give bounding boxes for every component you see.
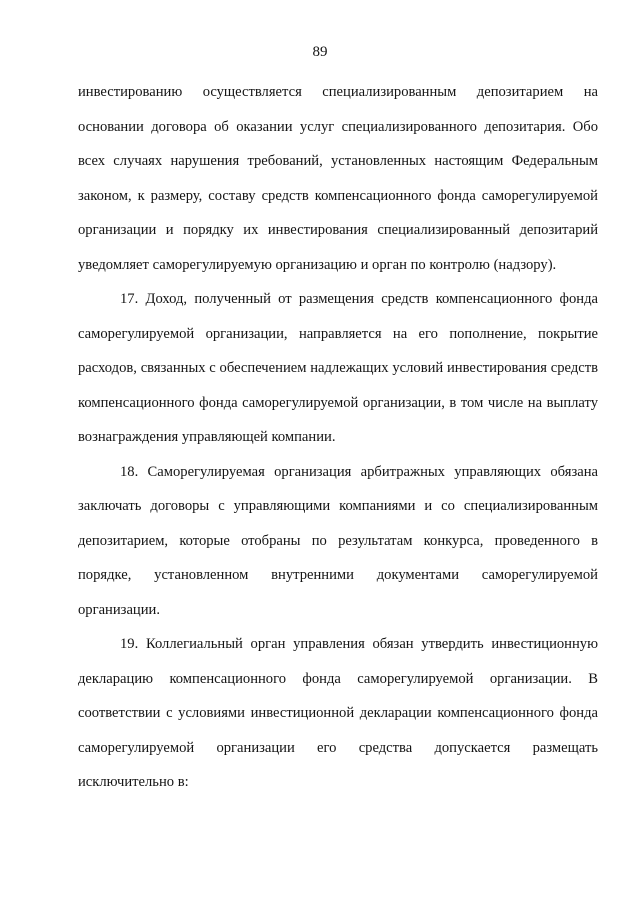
document-body	[78, 75, 598, 800]
paragraph-continuation: инвестированию осуществляется специализированным депозитарием на основании договора об оказании услуг специализированного депозитария. Обо всех случаях нарушения требований, установленных настоящим Федеральным законом, к размеру, составу средств компенсационного фонда саморегулируемой организации и порядку их инвестирования специализированный депозитарий уведомляет саморегулируемую организацию и орган по контролю (надзору).	[78, 84, 598, 273]
page-number: 89	[312, 44, 328, 60]
paragraph-19: 19. Коллегиальный орган управления обязан утвердить инвестиционную декларацию компенсационного фонда саморегулируемой организации. В соответствии с условиями инвестиционной декларации компенсационного фонда саморегулируемой организации его средства допускается размещать исключительно в:	[78, 636, 598, 790]
paragraph-18: 18. Саморегулируемая организация арбитражных управляющих обязана заключать договоры с управляющими компаниями и со специализированным депозитарием, которые отобраны по результатам конкурса, проведенного в порядке, установленном внутренними документами саморегулируемой организации.	[78, 463, 598, 618]
paragraph-17: 17. Доход, полученный от размещения средств компенсационного фонда саморегулируемой организации, направляется на его пополнение, покрытие расходов, связанных с обеспечением надлежащих условий инвестирования средств компенсационного фонда саморегулируемой организации, в том числе на выплату вознаграждения управляющей компании.	[78, 291, 598, 445]
